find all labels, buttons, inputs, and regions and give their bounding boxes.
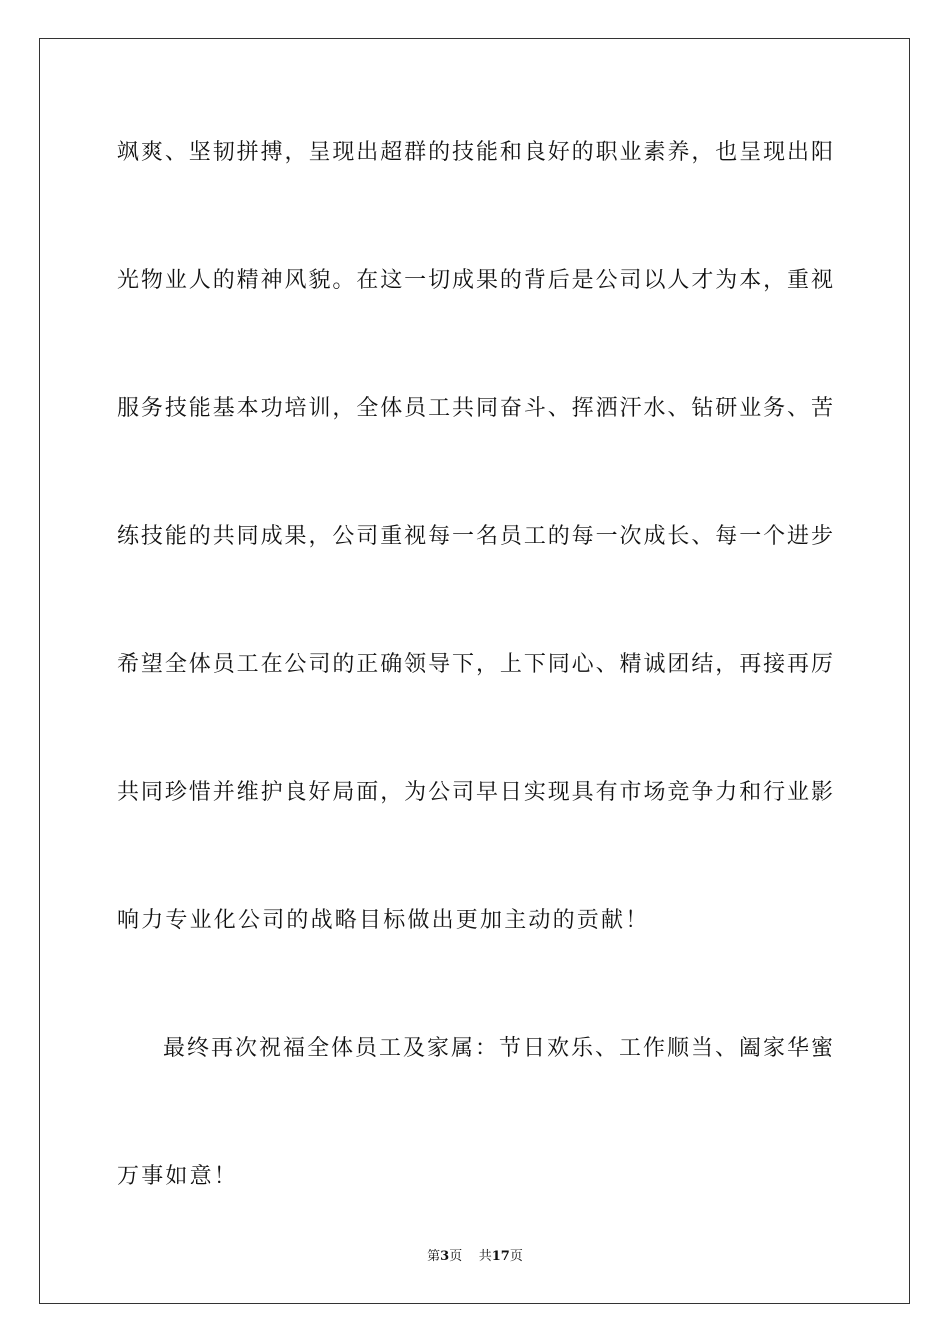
- paragraph-line: 光物业人的精神风貌。在这一切成果的背后是公司以人才为本，重视: [117, 268, 833, 293]
- paragraph-line: 练技能的共同成果，公司重视每一名员工的每一次成长、每一个进步: [117, 524, 833, 549]
- paragraph-line: 希望全体员工在公司的正确领导下，上下同心、精诚团结，再接再厉: [117, 652, 833, 677]
- document-body: [117, 128, 833, 1280]
- paragraph-line: 万事如意！: [117, 1164, 239, 1189]
- paragraph-line: 飒爽、坚韧拼搏，呈现出超群的技能和良好的职业素养，也呈现出阳: [117, 140, 833, 165]
- total-prefix: 共: [478, 1249, 492, 1264]
- paragraph-line: 响力专业化公司的战略目标做出更加主动的贡献！: [117, 908, 650, 933]
- paragraph-line: 最终再次祝福全体员工及家属：节日欢乐、工作顺当、阖家华蜜: [163, 1036, 833, 1061]
- paragraph-line: 共同珍惜并维护良好局面，为公司早日实现具有市场竞争力和行业影: [117, 780, 833, 805]
- total-pages: 17: [491, 1249, 510, 1264]
- page-prefix: 第: [427, 1249, 441, 1264]
- total-suffix: 页: [509, 1249, 523, 1264]
- page-suffix: 页: [449, 1249, 463, 1264]
- paragraph-line: 服务技能基本功培训，全体员工共同奋斗、挥洒汗水、钻研业务、苦: [117, 396, 833, 421]
- page-footer: [0, 1248, 950, 1266]
- page-number: 3: [440, 1249, 450, 1264]
